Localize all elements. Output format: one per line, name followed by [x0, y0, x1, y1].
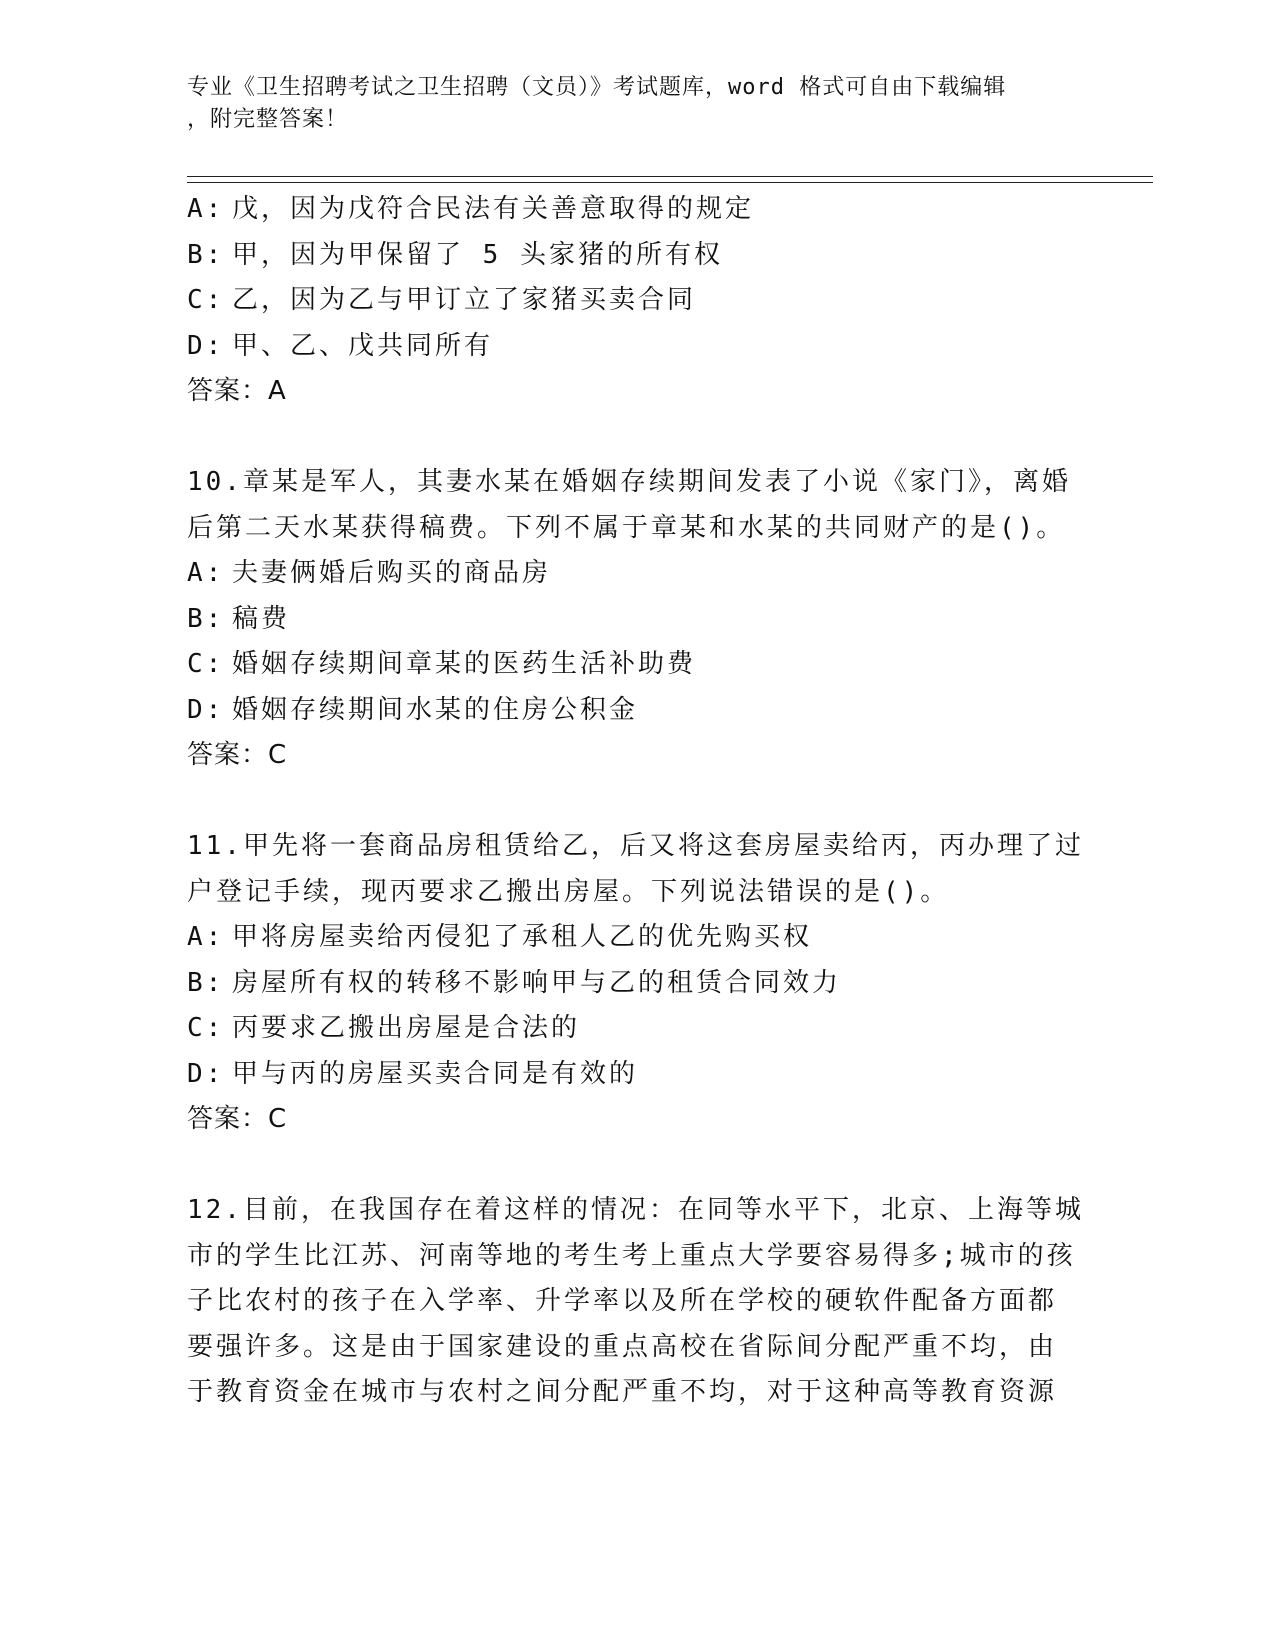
option-b: B: 甲，因为甲保留了 5 头家猪的所有权 [187, 239, 723, 270]
question-stem-line: 10.章某是军人，其妻水某在婚姻存续期间发表了小说《家门》，离婚 [187, 467, 1071, 497]
option-d: D: 甲与丙的房屋买卖合同是有效的 [187, 1058, 639, 1089]
option-c: C: 乙，因为乙与甲订立了家猪买卖合同 [187, 285, 697, 315]
question-11 [187, 824, 1084, 1143]
spacer [187, 779, 1067, 825]
question-stem-line: 12.目前，在我国存在着这样的情况：在同等水平下，北京、上海等城 [187, 1195, 1084, 1225]
question-10 [187, 460, 1071, 779]
question-stem-line: 户登记手续，现丙要求乙搬出房屋。下列说法错误的是()。 [187, 876, 950, 907]
header-divider-top [187, 176, 1153, 177]
spacer [187, 415, 1067, 461]
option-a: A: 戊，因为戊符合民法有关善意取得的规定 [187, 194, 755, 224]
option-c: C: 婚姻存续期间章某的医药生活补助费 [187, 649, 697, 679]
option-d: D: 婚姻存续期间水某的住房公积金 [187, 694, 639, 725]
option-d: D: 甲、乙、戊共同所有 [187, 330, 494, 361]
header-divider-bottom [187, 182, 1153, 183]
document-body [187, 187, 1084, 1416]
spacer [187, 1143, 1067, 1189]
question-stem-line: 后第二天水某获得稿费。下列不属于章某和水某的共同财产的是()。 [187, 512, 1066, 543]
question-stem-line: 市的学生比江苏、河南等地的考生考上重点大学要容易得多;城市的孩 [187, 1240, 1076, 1271]
question-stem-line: 11.甲先将一套商品房租赁给乙，后又将这套房屋卖给丙，丙办理了过 [187, 831, 1084, 861]
header-line-2: ，附完整答案！ [187, 107, 349, 132]
answer-line: 答案：C [187, 1104, 288, 1134]
option-c: C: 丙要求乙搬出房屋是合法的 [187, 1013, 581, 1043]
header-line-1: 专业《卫生招聘考试之卫生招聘（文员）》考试题库，word 格式可自由下载编辑 [187, 75, 1007, 100]
answer-line: 答案：C [187, 740, 288, 770]
option-b: B: 稿费 [187, 603, 291, 634]
option-b: B: 房屋所有权的转移不影响甲与乙的租赁合同效力 [187, 967, 842, 998]
option-a: A: 夫妻俩婚后购买的商品房 [187, 558, 552, 588]
option-a: A: 甲将房屋卖给丙侵犯了承租人乙的优先购买权 [187, 922, 813, 952]
answer-line: 答案：A [187, 376, 287, 406]
question-9 [187, 187, 1067, 415]
question-stem-line: 于教育资金在城市与农村之间分配严重不均，对于这种高等教育资源 [187, 1377, 1058, 1407]
question-stem-line: 子比农村的孩子在入学率、升学率以及所在学校的硬软件配备方面都 [187, 1286, 1058, 1316]
question-stem-line: 要强许多。这是由于国家建设的重点高校在省际间分配严重不均，由 [187, 1331, 1058, 1362]
document-header [187, 72, 1067, 136]
question-12 [187, 1188, 1084, 1416]
